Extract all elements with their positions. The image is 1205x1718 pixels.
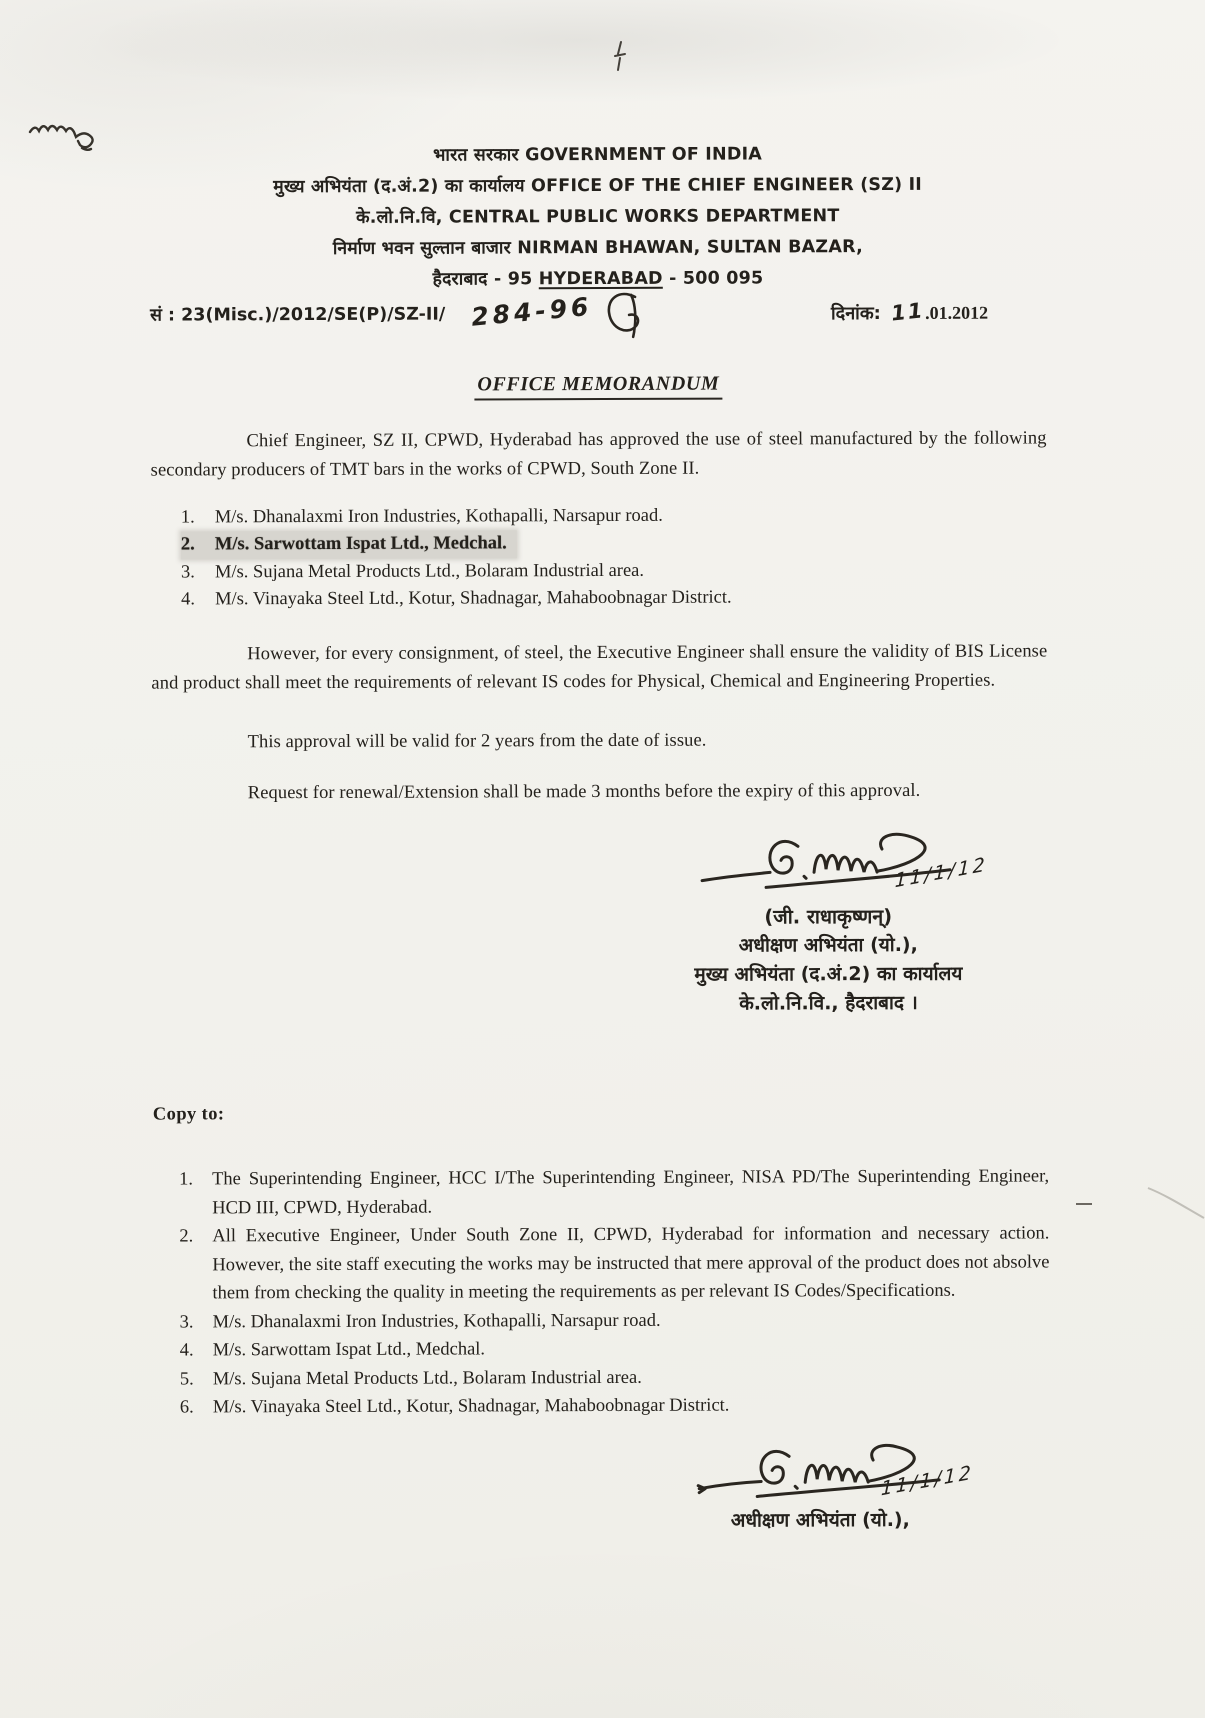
letterhead: [149, 138, 1046, 296]
copy-recipient: All Executive Engineer, Under South Zone II, CPWD, Hyderabad for information and necessary action. However, the site staff executing the works may be instructed that mere approval of the product does not absolve them from checking the quality in meeting the requirements as per relevant IS Codes/Specifications.: [212, 1223, 1050, 1304]
memo-title: OFFICE MEMORANDUM: [474, 373, 722, 401]
producer-list: [181, 501, 1047, 614]
reference-number: सं : 23(Misc.)/2012/SE(P)/SZ-II/: [150, 304, 446, 326]
city-english-underlined: HYDERABAD: [538, 268, 663, 290]
producer-row: [181, 502, 673, 531]
copy-row: [179, 1162, 1049, 1222]
producer-name: M/s. Vinayaka Steel Ltd., Kotur, Shadnagar, Mahaboobnagar District.: [215, 587, 732, 610]
signer-designation-2: अधीक्षण अभियंता (यो.),: [730, 1508, 910, 1532]
date-day-handwritten: 11: [889, 298, 926, 326]
copy-number: 3.: [179, 1311, 194, 1332]
producer-number: 3.: [180, 561, 195, 582]
copy-number: 2.: [179, 1226, 194, 1247]
signer-department: के.लो.नि.वि., हैदराबाद ।: [739, 991, 918, 1015]
copy-row: [179, 1219, 1049, 1308]
signature-date-1: 11/1/12: [894, 853, 988, 893]
date-rest: .01.2012: [925, 302, 989, 323]
producer-row: [181, 585, 742, 614]
copy-recipient: The Superintending Engineer, HCC I/The Superintending Engineer, NISA PD/The Superintending Engineer, HCD III, CPWD, Hyderabad.: [212, 1166, 1050, 1218]
letterhead-line-govt: भारत सरकार GOVERNMENT OF INDIA: [433, 144, 763, 166]
producer-number: 2.: [180, 534, 195, 555]
copy-recipient: M/s. Sarwottam Ispat Ltd., Medchal.: [212, 1339, 486, 1361]
letterhead-line-address: निर्माण भवन सुल्तान बाजार NIRMAN BHAWAN, SULTAN BAZAR,: [332, 237, 863, 259]
copy-row: [180, 1362, 1050, 1394]
paragraph-validity: This approval will be valid for 2 years from the date of issue.: [247, 730, 707, 752]
copy-row: [180, 1390, 1050, 1422]
copy-to-heading: Copy to:: [152, 1104, 225, 1125]
copy-recipient: M/s. Vinayaka Steel Ltd., Kotur, Shadnagar, Mahaboobnagar District.: [212, 1395, 730, 1418]
producer-number: 1.: [180, 506, 195, 527]
paragraph-renewal: Request for renewal/Extension shall be made 3 months before the expiry of this approval.: [247, 780, 921, 803]
producer-name: M/s. Sujana Metal Products Ltd., Bolaram Industrial area.: [214, 560, 645, 582]
copy-row: [180, 1305, 1050, 1337]
copy-number: 1.: [179, 1169, 194, 1190]
signature-block-2: [600, 1435, 1040, 1536]
date-group: [831, 300, 988, 326]
reference-row: [150, 291, 1046, 344]
copy-recipient: M/s. Dhanalaxmi Iron Industries, Kothapalli, Narsapur road.: [212, 1310, 661, 1332]
copy-recipient: M/s. Sujana Metal Products Ltd., Bolaram Industrial area.: [212, 1367, 642, 1389]
producer-row: [181, 557, 654, 586]
copy-number: 4.: [179, 1340, 194, 1361]
signer-office: मुख्य अभियंता (द.अं.2) का कार्यालय: [694, 962, 963, 986]
producer-name: M/s. Dhanalaxmi Iron Industries, Kothapalli, Narsapur road.: [214, 505, 663, 527]
producer-name: M/s. Sarwottam Ispat Ltd., Medchal.: [214, 533, 507, 555]
signature-date-2: 11/1/12: [880, 1460, 974, 1500]
copy-to-list: [179, 1162, 1050, 1422]
producer-row-highlighted: [181, 530, 517, 559]
copy-number: 5.: [179, 1368, 194, 1389]
city-hindi: हैदराबाद - 95: [432, 269, 539, 290]
copy-row: [180, 1333, 1050, 1365]
paragraph-approval: Chief Engineer, SZ II, CPWD, Hyderabad has approved the use of steel manufactured by the following secondary producers of TMT bars in the works of CPWD, South Zone II.: [150, 428, 1047, 481]
signature-block-1: [608, 823, 1049, 1019]
producer-number: 4.: [181, 589, 196, 610]
letterhead-line-department: के.लो.नि.वि, CENTRAL PUBLIC WORKS DEPARTMENT: [356, 206, 840, 228]
date-label: दिनांक:: [830, 303, 881, 325]
city-pincode: - 500 095: [662, 268, 764, 289]
signer-name: (जी. राधाकृष्णन्): [764, 904, 893, 929]
copy-number: 6.: [179, 1397, 194, 1418]
dispatch-number-handwritten: 284-96: [470, 291, 594, 332]
dispatch-flourish-scribble: [601, 289, 647, 343]
letterhead-line-office: मुख्य अभियंता (द.अं.2) का कार्यालय OFFICE OF THE CHIEF ENGINEER (SZ) II: [273, 174, 923, 198]
letterhead-line-city: [150, 262, 1046, 296]
paragraph-conditions: However, for every consignment, of steel, the Executive Engineer shall ensure the validity of BIS License and product shall meet the requirements of relevant IS codes for Physical, Chemical and Engineering Properties.: [151, 640, 1048, 694]
signer-designation: अधीक्षण अभियंता (यो.),: [738, 933, 918, 957]
